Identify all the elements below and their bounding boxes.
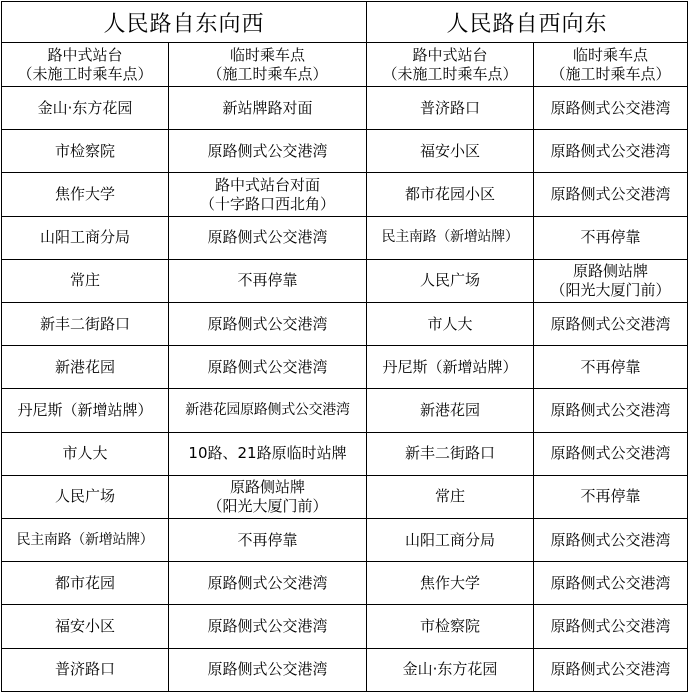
ew-station-cell: 市检察院 [2,130,169,173]
we-temp-cell: 原路侧式公交港湾 [534,605,688,648]
we-station-cell: 民主南路（新增站牌） [367,216,534,259]
we-station-cell: 金山·东方花园 [367,648,534,691]
ew-station-cell: 福安小区 [2,605,169,648]
east-to-west-header: 人民路自东向西 [2,2,367,43]
we-temp-stop-header: 临时乘车点 （施工时乘车点） [534,43,688,87]
table-row [2,389,688,432]
we-temp-cell: 原路侧式公交港湾 [534,432,688,475]
we-temp-cell: 原路侧式公交港湾 [534,303,688,346]
ew-station-cell: 都市花园 [2,562,169,605]
we-temp-cell: 原路侧式公交港湾 [534,173,688,216]
table-row [2,648,688,691]
ew-station-cell: 丹尼斯（新增站牌） [2,389,169,432]
table-row [2,303,688,346]
we-station-cell: 新丰二街路口 [367,432,534,475]
ew-temp-cell: 原路侧式公交港湾 [169,216,367,259]
table-row [2,432,688,475]
table-row [2,562,688,605]
we-station-cell: 山阳工商分局 [367,519,534,562]
we-temp-cell: 不再停靠 [534,475,688,518]
table-row [2,259,688,302]
direction-header-row [2,2,688,43]
we-station-cell: 市人大 [367,303,534,346]
table-row [2,130,688,173]
we-station-cell: 普济路口 [367,87,534,130]
ew-temp-cell: 原路侧式公交港湾 [169,303,367,346]
we-station-cell: 都市花园小区 [367,173,534,216]
ew-station-cell: 人民广场 [2,475,169,518]
we-station-cell: 新港花园 [367,389,534,432]
ew-temp-cell: 原路侧式公交港湾 [169,562,367,605]
table-row [2,346,688,389]
west-to-east-header: 人民路自西向东 [367,2,688,43]
we-mid-station-header: 路中式站台 （未施工时乘车点） [367,43,534,87]
we-temp-cell: 原路侧式公交港湾 [534,130,688,173]
ew-temp-cell: 不再停靠 [169,259,367,302]
ew-temp-cell: 10路、21路原临时站牌 [169,432,367,475]
ew-station-cell: 新港花园 [2,346,169,389]
we-temp-cell: 原路侧式公交港湾 [534,562,688,605]
table-row [2,519,688,562]
we-temp-cell: 不再停靠 [534,346,688,389]
we-temp-cell: 不再停靠 [534,216,688,259]
we-temp-cell: 原路侧站牌 （阳光大厦门前） [534,259,688,302]
ew-station-cell: 普济路口 [2,648,169,691]
ew-temp-cell: 新站牌路对面 [169,87,367,130]
ew-station-cell: 山阳工商分局 [2,216,169,259]
bus-stop-table [1,1,688,692]
ew-temp-cell: 新港花园原路侧式公交港湾 [169,389,367,432]
we-station-cell: 福安小区 [367,130,534,173]
table-row [2,475,688,518]
we-station-cell: 市检察院 [367,605,534,648]
ew-station-cell: 金山·东方花园 [2,87,169,130]
ew-station-cell: 市人大 [2,432,169,475]
ew-temp-cell: 原路侧式公交港湾 [169,605,367,648]
we-temp-cell: 原路侧式公交港湾 [534,648,688,691]
ew-temp-cell: 原路侧式公交港湾 [169,130,367,173]
column-header-row [2,43,688,87]
we-temp-cell: 原路侧式公交港湾 [534,389,688,432]
table-row [2,216,688,259]
table-row [2,87,688,130]
ew-mid-station-header: 路中式站台 （未施工时乘车点） [2,43,169,87]
we-temp-cell: 原路侧式公交港湾 [534,519,688,562]
ew-station-cell: 常庄 [2,259,169,302]
ew-temp-cell: 不再停靠 [169,519,367,562]
ew-station-cell: 民主南路（新增站牌） [2,519,169,562]
ew-temp-stop-header: 临时乘车点 （施工时乘车点） [169,43,367,87]
we-station-cell: 人民广场 [367,259,534,302]
ew-temp-cell: 原路侧站牌 （阳光大厦门前） [169,475,367,518]
we-temp-cell: 原路侧式公交港湾 [534,87,688,130]
table-row [2,605,688,648]
ew-temp-cell: 路中式站台对面 （十字路口西北角） [169,173,367,216]
table-row [2,173,688,216]
ew-station-cell: 新丰二街路口 [2,303,169,346]
ew-temp-cell: 原路侧式公交港湾 [169,648,367,691]
ew-station-cell: 焦作大学 [2,173,169,216]
ew-temp-cell: 原路侧式公交港湾 [169,346,367,389]
we-station-cell: 焦作大学 [367,562,534,605]
we-station-cell: 常庄 [367,475,534,518]
we-station-cell: 丹尼斯（新增站牌） [367,346,534,389]
